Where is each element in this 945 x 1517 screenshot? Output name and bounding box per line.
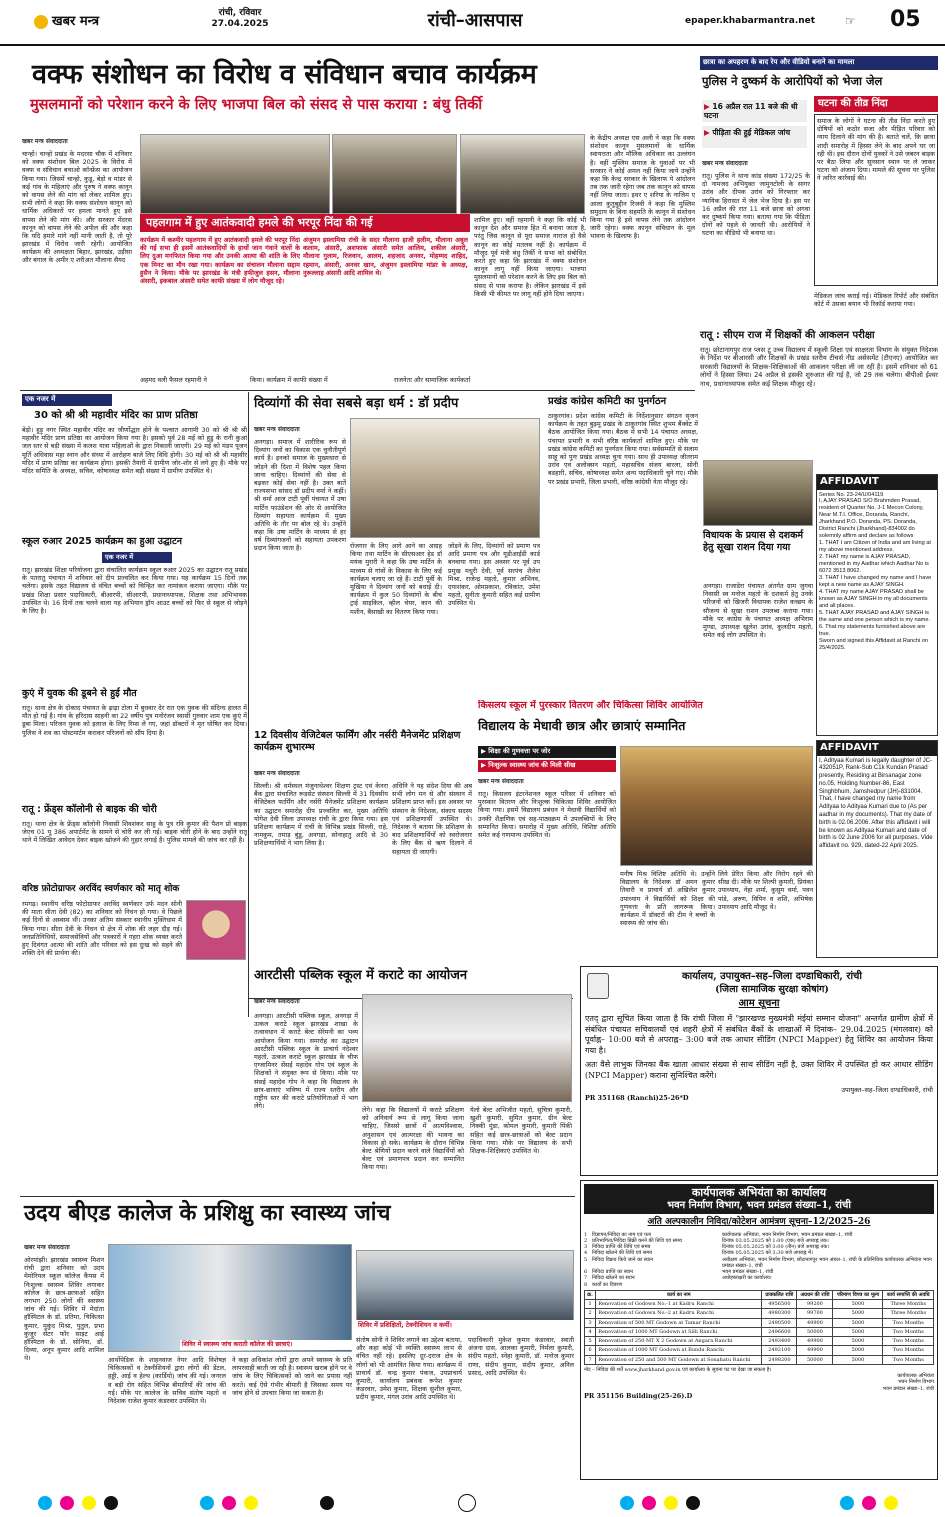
- dateline: रांची, रविवार 27.04.2025: [211, 8, 269, 30]
- masthead: [0, 0, 945, 46]
- divider: [20, 390, 695, 391]
- right-bullet-2: ▶ पीड़िता की हुई मेडिकल जांच: [702, 126, 807, 148]
- kislay-tag-1: ▶ शिक्षा की गुणवत्ता पर जोर: [478, 746, 616, 758]
- tender-info-value: अधोहस्ताक्षरी का कार्यालय।: [722, 1275, 772, 1282]
- tender-info-label: निविदा विक्रय किये जाने का स्थान: [592, 1256, 653, 1263]
- kislay-tag-2: ▶ निःशुल्क स्वास्थ्य जांच की मिली सीख: [478, 760, 616, 772]
- table-cell: Three Months: [883, 1300, 934, 1309]
- table-cell: Renovation of Godown No.-2 at Kadru Ranchi: [596, 1309, 762, 1318]
- table-cell: 49900: [797, 1318, 833, 1327]
- tender-table: [584, 1290, 934, 1365]
- tender-header-cell: कार्य समाप्ति की अवधि: [883, 1290, 934, 1299]
- notice-body: एतद् द्वारा सूचित किया जाता है कि रांची जिला में "झारखण्ड मुख्यमंत्री मंईयां सम्मान योजना" अन्तर्गत ग्रामीण क्षेत्रों में संबंधित पंचायत सचिवालयों एवं शहरी क्षेत्रों में संबंधित बैंकों के शाखाओं में दिनांक– 29.04.2025 (मंगलवार) को पूर्वाह्न– 10:00 बजे से अपराह्न– 3:00 बजे तक आधार सीडिंग (NPCI Mapper) हेतु शिविर का आयोजन किया गया है।: [585, 1013, 933, 1056]
- table-cell: 5000: [833, 1337, 883, 1346]
- divyang-headline: दिव्यांगों की सेवा सबसे बड़ा धर्म : डॉ प्रदीप: [254, 396, 459, 411]
- bed-body: ओरमांझी। झारखंड स्वास्थ्य मिशन रांची द्वारा शनिवार को उदय मेमोरियल स्कूल कॉलेज कैंपस में निःशुल्क स्वास्थ्य शिविर लगाकर कॉलेज के छात्र-छात्राओं सहित लगभग 250 लोगों की स्वास्थ्य जांच की गई। शिविर में मेदांता हॉस्पिटल के डॉ. प्रतिमा, चिकित्सा कुमार, मुकुंद मिश्रा, पुतुल, प्रभा कुजूर सेंटर फॉर साइट आई हॉस्पिटल के डॉ. सोनिया, डॉ. दिव्या, अनूप कुमार आदि शामिल थे।: [24, 1256, 104, 1363]
- bed-body-2: आर्थोपेडिक के शाहनवाज नेयर आदि विशेषज्ञ चिकित्सकों व टेक्नीशियनों द्वारा लोगों की डेंटल, हड्डी, आई व हेल्थ (कार्डियो) जांच की गई। जनरल व बड़ी रोग सहित विभिन्न बीमारियों की जांच की गई। मौके पर कालेज के सचिव संतोष महतो व निदेशक राजेश कुमार कंडरवार उपस्थित थे।: [108, 1356, 226, 1405]
- kislay-photo: [620, 746, 813, 866]
- lead-caption-left: अहमद वली फैसल रहमानी ने: [140, 376, 207, 384]
- table-cell: 50000: [797, 1327, 833, 1336]
- bed-headline: उदय बीएड कालेज के प्रशिक्षु का स्वास्थ्य जांच: [24, 1201, 391, 1226]
- registration-mark-icon: [222, 1496, 236, 1510]
- notice-body-2: अतः वैसे लाभुक जिनका बैंक खाता आधार संख्या से साथ सीडिंग नहीं है, उक्त शिविर में उपस्थित हो कर आधार सीडिंग (NPCI Mapper) कराना सुनिश्चित करेंगे।: [585, 1060, 933, 1080]
- tender-header-cell: प्राक्कलित राशि: [762, 1290, 797, 1299]
- public-notice: [580, 966, 938, 1176]
- notice-sign: उपायुक्त–सह–जिला दण्डाधिकारी, रांची: [841, 1085, 933, 1094]
- table-row: [585, 1300, 934, 1309]
- table-row: [585, 1337, 934, 1346]
- table-row: [585, 1318, 934, 1327]
- lead-body-1: चान्हो। चान्हो प्रखंड के मदरसा चौक में शनिवार को वक्फ संशोधन बिल 2025 के विरोध में वक्फ व संविधान बचाओ कॉन्फ्रेंस का आयोजन किया गया। जिसमें चान्हो, कुडू, बेड़ो व मांडर से कई गांव के महिलाएं और पुरुष ने वक्फ कानून को वापस लेने की मांग को लेकर शामिल हुए। सभी लोगों ने कहा कि वक्फ संशोधन कानून को धार्मिक अधिकारों पर हमला मानते हुए इसे वापस लेने की मांग की। और सरकार मेंदरस कानून को वापस लेने की अपील की और कहा कि यदि हमारे मांगे नहीं मानी जाती है, तो पूरे झारखंड में विरोध जारी रहेगी। आयोजित कार्यक्रम की अध्यक्षता बिहार, झारखंड, उड़ीसा और बंगाल के अमीर ए शरीअत मौलाना सैयद: [22, 150, 132, 265]
- affidavit-1: [816, 474, 938, 736]
- tender-info-label: निविदा प्राप्ति की तिथि एवं समय: [592, 1244, 651, 1250]
- shok-headline: वरिष्ठ फ़ोटोग्राफर अरविंद स्वर्णकार को मातृ शोक: [22, 884, 180, 894]
- table-cell: 5000: [833, 1355, 883, 1364]
- table-cell: 5000: [833, 1318, 883, 1327]
- table-cell: Two Months: [883, 1337, 934, 1346]
- karate-photo: [362, 994, 572, 1102]
- tender-info-no: 3: [584, 1244, 588, 1250]
- tender-office: कार्यपालक अभियंता का कार्यालय भवन निर्माण विभाग, भवन प्रमंडल संख्या–1, रांची: [584, 1184, 934, 1214]
- tender-header-cell: अग्रधन की राशि: [797, 1290, 833, 1299]
- notice-dept: (जिला सामाजिक सुरक्षा कोषांग): [715, 983, 829, 995]
- registration-mark-icon: [862, 1496, 876, 1510]
- table-cell: Renovation of 1000 MT Godown at Silli Ranchi: [596, 1327, 762, 1336]
- bed-body-4: संतोष सोनी ने शिविर लगाने का उद्देश्य बताया, और कहा कोई भी व्यक्ति स्वास्थ्य लाभ से वंचित नहीं रहे। इसलिए दूर-दराज क्षेत्र के लोगों को भी आमंत्रित किया गया। कार्यक्रम में प्राचार्य डॉ. चन्द्र कुमार पंकज, उपप्राचार्य कुमारी, कार्यालय प्रबंधक रूपेश कुमार कंडरवार, उमेश कुमार, शिक्षक सुशील कुमार, प्रदीप कुमार, मंगल उरांव आदि उपस्थित थे।: [356, 1336, 462, 1402]
- vidhayak-headline: विधायक के प्रयास से दशकर्म हेतु सूखा राशन दिया गया: [703, 530, 804, 553]
- tender-header-cell: कार्य का नाम: [596, 1290, 762, 1299]
- table-cell: 5000: [833, 1309, 883, 1318]
- tender-info-label: निविदा खोलने की तिथि एवं समय: [592, 1250, 653, 1257]
- table-cell: 49900: [797, 1346, 833, 1355]
- tender-info-value: कार्यपालक अभियंता, भवन निर्माण विभाग, भवन प्रमंडल संख्या–1, रांची: [722, 1231, 853, 1238]
- lead-photo-2: [332, 134, 457, 214]
- tender-info-value: अधीक्षण अभियंता, भवन निर्माण विभाग, छोटानागपुर भवन अंचल–1, रांची के प्रतिनिधिक कार्यपालक अभियंता भवन प्रमंडल संख्या–1, रांची: [722, 1256, 932, 1269]
- site-url[interactable]: epaper.khabarmantra.net: [685, 16, 816, 26]
- bed-photo-2: [356, 1250, 574, 1330]
- kislay-body: रातू। किसलय इंटरनेशनल स्कूल परिसर में शनिवार को पुरस्कार वितरण और निःशुल्क चिकित्सा शिविर आयोजित किया गया। इसमें विद्यालय प्रबंधन ने मेधावी विद्यार्थियों को उनकी शैक्षणिक एवं सह-पाठ्यक्रम में उपलब्धियों के लिए सम्मानित किया। समारोह में मुख्य अतिथि, विशिष्ट अतिथि समेत कई गणमान्य उपस्थित थे।: [478, 790, 616, 839]
- registration-mark-icon: [200, 1496, 214, 1510]
- tender-info-no: 1: [584, 1231, 588, 1238]
- crosshair-icon: [458, 1494, 476, 1512]
- mahavir-headline: 30 को श्री श्री महावीर मंदिर का प्राण प्रतिष्ठा: [34, 410, 198, 421]
- table-cell: 1: [585, 1300, 596, 1309]
- shok-body: रमगढ़। स्थानीय वरिष्ठ फोटोग्राफर अरविंद स्वर्णकार उर्फ मदन सोनी की माता सीता देवी (82) का शनिवार को निधन हो गया। वे पिछले कई दिनों से अस्वस्थ थीं। उनका अंतिम संस्कार स्थानीय मुक्तिधाम में किया गया। सीता देवी के निधन से क्षेत्र में शोक की लहर दौड़ गई। जनप्रतिनिधियों, समाजसेवियों और पत्रकारों ने गहरा शोक व्यक्त करते हुए दिवंगत आत्मा की शांति और परिवार को इस दुःख को सहने की शक्ति देने की प्रार्थना की।: [22, 900, 182, 958]
- notice-office: कार्यालय, उपायुक्त–सह–जिला दण्डाधिकारी, रांची: [681, 971, 863, 982]
- table-cell: 4956500: [762, 1300, 797, 1309]
- table-row: [585, 1346, 934, 1355]
- table-row: [585, 1355, 934, 1364]
- tender-info-no: 4: [584, 1250, 588, 1257]
- tender-info-row: [584, 1282, 934, 1288]
- mahavir-tag: एक नजर में: [22, 394, 112, 406]
- notice-emblem-icon: [587, 973, 609, 999]
- table-cell: 7: [585, 1355, 596, 1364]
- vegetable-body-2: अधिनि ने यह संदेश दिया की अब सभी लोग मन से और संस्थान में प्रशिक्षण प्राप्त करें। इस अवसर पर संस्थान के निदेशक, संकाय सदस्य एवं प्रशिक्षणार्थी उपस्थित थे। निदेशक ने बताया कि प्रशिक्षण के बाद प्रशिक्षणार्थियों को स्वरोजगार के लिए बैंक से ऋण दिलाने में सहायता दी जाएगी।: [392, 782, 472, 856]
- table-cell: 50000: [797, 1355, 833, 1364]
- karate-body: अनगड़ा। आरटीसी पब्लिक स्कूल, अनगड़ा में उत्कल कराटे स्कूल झारखंड शाखा के तत्वावधान में कराटे बेल्ट सेरेमनी का भव्य आयोजन किया गया। समारोह का उद्घाटन आरटीसी पब्लिक स्कूल के प्राचार्य नंदेश्वर महतो, उत्कल कराटे स्कूल झारखंड के चीफ एग्जामिनर सेंसई महादेव गोप एवं स्कूल के शिक्षकों ने संयुक्त रूप से किया। मौके पर संसई महादेव गोप ने कहा कि विद्यालय के छात्र-छात्राएं भविष्य में राज्य स्तरीय और राष्ट्रीय स्तर की कराटे प्रतियोगिताओं में भाग लेंगे।: [254, 1012, 358, 1111]
- aklan-headline: रातू : सीएम राज में शिक्षकों की आकलन परीक्षा: [700, 330, 875, 341]
- ruar-body: रातू। झारखंड शिक्षा परियोजना द्वारा संचालित कार्यक्रम स्कूल रुआर 2025 का उद्घाटन रातू प्रखंड के पतरातु पंचायत में शनिवार को दीप प्रज्वलित कर किया गया। यह कार्यक्रम 15 दिनों तक चलेगा। इसके तहत विद्यालय से वंचित बच्चों को चिन्हित कर नामांकन कराया जाएगा। मौके पर प्रखंड शिक्षा प्रसार पदाधिकारी, बीआरपी, सीआरपी, प्रधानाध्यापक, शिक्षक तथा अभिभावक उपस्थित थे। 16 दिनों तक चलने वाला यह अभियान ड्रॉप आउट बच्चों को फिर से स्कूल से जोड़ने के लिए है।: [22, 566, 247, 615]
- tender-note: नोट – निविदा की शर्तें www.jharkhand.gov.in एवं कार्यालय के सूचना पट पर देखा जा सकता है।: [584, 1366, 772, 1373]
- table-cell: Two Months: [883, 1318, 934, 1327]
- karate-body-2: लेंगे। कहा कि विद्यालयों में कराटे प्रशिक्षण को अनिवार्य रूप से लागू किया जाना चाहिए, जिससे छात्रों में आत्मविश्वास, अनुशासन एवं आत्मरक्षा की भावना का विकास हो सके। कार्यक्रम के दौरान विभिन्न बेल्ट श्रेणियों प्रदान करने वाले विद्यार्थियों को बेल्ट एवं प्रमाणपत्र प्रदान कर सम्मानित किया गया।: [362, 1106, 464, 1172]
- table-cell: Two Months: [883, 1346, 934, 1355]
- tender-sign: कार्यपालक अभियंता भवन निर्माण विभाग भवन प्रमंडल संख्या–1, रांची: [882, 1373, 934, 1392]
- ruar-tag: एक नजर में: [102, 552, 172, 563]
- kuan-headline: कुएं में युवक की डूबने से हुई मौत: [22, 688, 137, 699]
- table-cell: Three Months: [883, 1309, 934, 1318]
- divyang-body: अनगड़ा। समाज में शारीरिक रूप से दिव्यांग जनों का विकास एक चुनौतीपूर्ण कार्य है। इनको समाज के मुख्यधारा से जोड़ने की दिशा में विशेष पहल किया जाना चाहिए। दिव्यांगों की सेवा से बढ़कर कोई सेवा नहीं है। उक्त बातें राज्यसभा सांसद डॉ प्रदीप वर्मा ने कहीं। श्री वर्मा आज टाटी पूर्वी पंचायत में उषा मार्टिन फाउंडेशन की ओर से आयोजित दिव्यांग सहायता कार्यक्रम में मुख्य अतिथि के तौर पर बोल रहे थे। उन्होंने कहा कि उषा मार्टिन के माध्यम से हर वर्ष दिव्यांगजनों को सहायता उपकरण प्रदान किया जाता है।: [254, 438, 346, 553]
- tender-info: [584, 1232, 934, 1288]
- bed-caption: शिविर में स्वास्थ्य जांच कराती कॉलेज की छात्राएं।: [180, 1340, 352, 1350]
- table-cell: 4: [585, 1327, 596, 1336]
- table-cell: Two Months: [883, 1327, 934, 1336]
- tender-header-cell: क्र.: [585, 1290, 596, 1299]
- affidavit-1-body: Series No. 23-24/U/04119 I, AJAY PRASAD S/O Brahmdeo Prasad, resident of Quarter No. J-1 Mecon Colony, Near M.T.I. Office, Doranda, Ranchi, Jharkhand P.O. Doranda, PS. Doranda, District Ranchi (Jharkhand)-834002 do solemnly affirm and declare as follows 1. THAT I am Citizen of India and am living at my above mentioned address. 2. THAT my name is AJAY PRASAD, mentioned in my Aadhar which Aadhar No is 6072 3513 8062. 3. THAT I have changed my name and I have kept a new name as AJAY SINGH. 4. THAT my name AJAY PRASAD shall be known as AJAY SINGH in my all documents and all places. 5. THAT AJAY PRASAD and AJAY SINGH is the same and one person which is my name. 6. That my statements furnished above are true. Sworn and signed this Affidavit at Ranchi on 25/4/2025.: [819, 491, 932, 652]
- vegetable-headline: 12 दिवसीय वेजिटेबल फार्मिंग और नर्सरी मैनेजमेंट प्रशिक्षण कार्यक्रम शुभारम्भ: [254, 730, 461, 753]
- mahavir-body: बेड़ो। हुड़ु नगर स्थित महावीर मंदिर का जीर्णोद्धार होने के पश्चात आगामी 30 को श्री श्री श्री महावीर मंदिर प्राण प्रतिष्ठा का आयोजन किया गया है। इसको पूर्व 28 मई को हुडु के रानी कुआं जल स्तर से बड़ी संख्या में कलश यात्रा महिलाओं के द्वारा निकाली जाएगी। 29 मई को मंडप पूजन मूर्ति अधिवास महा स्नान और संध्या में आरोहण बाजे लिए विधि होगी। 30 मई को श्री श्री महावीर मंदिर में प्राण प्रतिष्ठा का कार्यक्रम होगा। इसकी तैयारी में ग्रामीण जोर-शोर से लगे हुए हैं। मौके पर मंदिर समिति के अध्यक्ष, सचिव, कोषाध्यक्ष समेत बड़ी संख्या में ग्रामीण उपस्थित थे।: [22, 426, 247, 475]
- table-cell: 5000: [833, 1327, 883, 1336]
- tender-header-row: [585, 1290, 934, 1299]
- table-cell: 2496600: [762, 1327, 797, 1336]
- tender-info-value: भवन प्रमंडल संख्या–1, रांची: [722, 1269, 774, 1275]
- tender-info-label: कार्यों का विवरण: [592, 1281, 623, 1288]
- tender-info-value: दिनांक 05.05.2025 को 3:30 बजे अपराह्न में।: [722, 1250, 813, 1257]
- bed-photo-1: [108, 1244, 352, 1352]
- table-cell: 6: [585, 1346, 596, 1355]
- affidavit-1-title: AFFIDAVIT: [817, 475, 937, 490]
- registration-mark-icon: [244, 1496, 258, 1510]
- table-cell: 2492100: [762, 1346, 797, 1355]
- divyang-photo: [350, 418, 540, 538]
- table-cell: Renovation of 250 and 500 MT Godown at Sonahatu Ranchi: [596, 1355, 762, 1364]
- bed-body-3: ने कहा अधिकांश लोगों द्वारा अपने स्वास्थ्य के प्रति लापरवाही बरती जा रही है। स्वास्थ्य खराब होने पर वे जांच के लिए चिकित्सकों को जाने का प्रयास नहीं करते। कई ऐसे गंभीर बीमारी है जिसका समय पर जांच होने से उपचार किया जा सकता है।: [232, 1356, 352, 1397]
- table-cell: Renovation of 250 MT X 2 Godown at Angara Ranchi: [596, 1337, 762, 1346]
- table-cell: 99200: [797, 1300, 833, 1309]
- table-cell: 2498200: [762, 1355, 797, 1364]
- notice-pr: PR 351168 (Ranchi)25-26*D: [585, 1093, 689, 1102]
- bed-byline: खबर मन्त्र संवाददाता: [24, 1244, 70, 1251]
- table-cell: 5: [585, 1337, 596, 1346]
- pahalgam-body-2: अंजुमन इस्लामिया रांची के सदर मौलाना हाजी हलीम, मौलाना अबुल कलाम, अंसारी, अशफाक अंसारी समेत आलिम, शकील अंसारी, मौलाना गुलाम, रिजवान, आलम, शहजाद अनवर, मोहम्मद शाहिद, रहमान, अंसारी, अनवर खान, अंजुमन इस्लामिया मांडर के अध्यक्ष, नुरूल्लाह अंसारी आदि शामिल थे।: [303, 236, 468, 277]
- registration-mark-icon: [664, 1496, 678, 1510]
- right-bullet-1: ▶ 16 अप्रैल रात 11 बजे की थी घटना: [702, 100, 807, 122]
- table-cell: 2: [585, 1309, 596, 1318]
- notice-title: आम सूचना: [738, 998, 780, 1010]
- bullet-icon: ▶: [704, 102, 713, 111]
- bed-caption-2: शिविर में प्रशिक्षितों, टेक्नीशियन व कर्मी।: [356, 1320, 574, 1330]
- ruar-headline: स्कूल रुआर 2025 कार्यक्रम का हुआ उद्घाटन: [22, 536, 183, 547]
- divyang-byline: खबर मन्त्र संवाददाता: [254, 426, 300, 433]
- right-box-title: घटना की तीव्र निंदा: [814, 96, 938, 112]
- bed-body-5: पदाधिकारी मुकेश कुमार कंडरवार, स्वाती अंजना दास, आलका कुमारी, निर्मला कुमारी, संदीप महतो, स्नेहा कुमारी, डॉ. मनोज कुमार राणा, संदीप कुमार, संदीप कुमार, अनिल प्रसाद, आदि उपस्थित थे।: [468, 1336, 574, 1377]
- lead-caption-right: राजनेता और सामाजिक कार्यकर्ता: [394, 376, 471, 384]
- lead-subhead: मुसलमानों को परेशान करने के लिए भाजपा बिल को संसद से पास कराया : बंधु तिर्की: [30, 97, 483, 113]
- table-cell: Renovation of 500 MT Godown at Tamar Ranchi: [596, 1318, 762, 1327]
- kuan-body: रातू। थाना क्षेत्र के दोकाद पंचायत के ढ़ाढ़ा टोला में बुधवार देर रात एक युवक की संदिग्ध हालत में मौत हो गई है। गांव के हरिदास साहनी का 22 वर्षीय पुत्र मनोरंजन स्वासी गुरुवार शाम एक कुएं में डूबा मिला। परिजन युवक को इलाज के लिए रिम्स ले गए, जहां डॉक्टरों ने मृत घोषित कर दिया। पुलिस ने शव का पोस्टमार्टम कराकर परिजनों को सौंप दिया है।: [22, 704, 247, 737]
- page-number: 05: [890, 7, 921, 32]
- right-kicker: छात्रा का अपहरण के बाद रेप और वीडियो बनाने का मामला: [700, 56, 938, 70]
- right-box-body: समाज के लोगों ने घटना की तीव्र निंदा करते हुए दोषियों को कठोर सजा और पीड़ित परिवार को न्याय दिलाने की मांग की है। बताते चलें, कि छात्रा शादी समारोह में हिस्सा लेने के बाद अपने घर जा रही थी। इस दौरान दोनों युवकों ने उसे जबरन बाइक पर बैठा लिया और सुनसान स्थान पर ले जाकर घटना को अंजाम दिया। मामले की सूचना पर पुलिस ने त्वरित कार्रवाई की।: [814, 114, 938, 286]
- registration-mark-icon: [38, 1496, 52, 1510]
- vidhayak-body: अनगड़ा। राजाडेरा पंचायत अंतर्गत ग्राम जुगवा निवासी स्व मनोज महतो के दशकर्म हेतु उनके परिजनों को खिजरी विधायक राजेश कच्छप के सौजन्य से सूखा राशन उपलब्ध कराया गया। मौके पर कांग्रेस के पंचायत अध्यक्ष अभिराम मुण्डा, उपाध्यक्ष खुलेश उरांव, कुलदीप महतो, समेत कई लोग उपस्थित थे।: [703, 582, 813, 640]
- tender-info-value: [722, 1282, 934, 1288]
- congress-headline: प्रखंड कांग्रेस कमिटी का पुनर्गठन: [548, 396, 667, 407]
- vegetable-body: सिल्ली। श्री धर्मस्थल मंजुनाथेश्वर शिक्षण ट्रस्ट एवं केनरा बैंक द्वारा संचालित रूडसेट संस्थान सिल्ली में 31 दिवसीय वेजिटेबल फार्मिंग और नर्सरी मैनेजमेंट प्रशिक्षण कार्यक्रम का उद्घाटन समारोह दीप प्रज्वलित कर, मुख्य अतिथि योगेश देवी जिला उपाध्यक्ष रांची के द्वारा किया गया। इस प्रशिक्षण कार्यक्रम में रांची के विभिन्न प्रखंड सिल्ली, राहे, नामकुम, तमाड़ बुंडू, अनगड़ा, सोनाहातु आदि से 30 प्रशिक्षणार्थियों ने भाग लिया है।: [254, 782, 388, 848]
- lead-body-3: शामिल हुए। वहीं रहमानी ने कहा कि कोई भी कानून देश और समाज हित में बनाया जाता है, परंतु जिस कानून से पूरा समाज नाराज हो वैसे कानून का कोई मतलब नहीं है। कार्यक्रम में मौजूद पूर्व मंत्री बंधु तिर्की ने सभा को संबोधित करते हुए कहा कि झारखंड में वक्फ संशोधन कानून लागू नहीं किया जाएगा। भाजपा मुसलमानों को परेशान करने के लिए इस बिल को संसद से पास कराया है। लेकिन झारखंड में इसे किसी भी कीमत पर लागू नहीं होने दिया जाएगा।: [474, 216, 586, 298]
- bullet-icon: ▶: [481, 761, 489, 769]
- table-cell: Renovation of 1000 MT Godown at Bundu Ranchi: [596, 1346, 762, 1355]
- karate-byline: खबर मन्त्र संवाददाता: [254, 998, 300, 1005]
- tender-pr: PR 351156 Building(25-26).D: [584, 1391, 693, 1400]
- table-cell: 2493400: [762, 1337, 797, 1346]
- table-row: [585, 1309, 934, 1318]
- kislay-body-3: लिये प्रेरित किया और निरोग रहने की सीख दी। मौके पर शिल्पी कुमारी, प्रियंका उपाध्याय, नेहा शर्मा, कुसुम वर्मा, पवन पांडे, अरुण, विपिन व शशि, अभिषेक उपाध्याय आदि मौजूद थे।: [718, 870, 813, 911]
- bullet-icon: ▶: [481, 747, 489, 755]
- right-body-2: मेडिकल जांच कराई गई। मेडिकल रिपोर्ट और संबंधित कोर्ट में उसका बयान भी रिकॉर्ड कराया गया।: [814, 292, 938, 309]
- bike-body: रातू। थाना क्षेत्र के फ्रेंड्स कॉलोनी निवासी शिवशंकर साहु के पुत्र रवि कुमार की पैशन प्रो बाइक जेएच 01 यू 386 अपार्टमेंट के सामने से चोरी कर ली गई। बाइक चोरी होने के बाद उन्होंने रातू थाने में लिखित आवेदन देकर बाइक खोजने की गुहार लगाई है। पुलिस मामले की जांच कर रही है।: [22, 820, 247, 845]
- registration-mark-icon: [82, 1496, 96, 1510]
- tender-info-no: 5: [584, 1256, 588, 1263]
- lead-headline: वक्फ संशोधन का विरोध व संविधान बचाव कार्यक्रम: [32, 59, 537, 90]
- lead-photo-1: [140, 134, 330, 214]
- kislay-subhead: विद्यालय के मेधावी छात्र और छात्राएं सम्मानित: [478, 718, 686, 733]
- divyang-body-3: जोड़ने के लिए, दिव्यांगों को प्रमाण पत्र आदि प्रमाण पत्र और यूडीआईडी कार्ड बनवाया गया। इस अवसर पर पूर्व उप प्रमुख मधुरी देवी, पूर्व सरपंच शैलेश मिश्रा, राजेन्द्र महतो, कुमार अभिनव, दयाशंकर, ओमप्रकाश, रविकांत, उमेश महतो, सुनीता कुमारी सहित कई ग्रामीण उपस्थित थे।: [448, 542, 540, 608]
- hand-icon: ☞: [845, 14, 856, 28]
- registration-mark-icon: [60, 1496, 74, 1510]
- lead-photo-3: [460, 134, 585, 214]
- divyang-body-2: रोजगार के लिए आगे आने का आग्रह किया तथा मार्टिन के सीएसआर हेड डॉ मयंक मुरारी ने कहा कि उषा मार्टिन के माध्यम से गांवों के विकास के लिए कई कार्यक्रम चलाए जा रहे हैं। टाटी पूर्वी के मुखिया ने दिव्यांग जनों को बधाई दी। कार्यक्रम में कुल 50 दिव्यांगों के बीच ट्राई साइकिल, व्हील चेयर, कान की मशीन, बैसाखी का वितरण किया गया।: [350, 542, 442, 616]
- table-cell: 49900: [797, 1337, 833, 1346]
- table-cell: 5000: [833, 1300, 883, 1309]
- tender-info-no: 8: [584, 1281, 588, 1288]
- table-cell: 3: [585, 1318, 596, 1327]
- shok-portrait: [186, 900, 246, 960]
- tender-notice: [580, 1180, 938, 1480]
- kislay-byline: खबर मन्त्र संवाददाता: [478, 778, 524, 785]
- table-cell: Renovation of Godown No.-1 at Kadru Ranchi: [596, 1300, 762, 1309]
- tender-info-label: प्रतिभागिता/निविदा बिक्री करने की तिथि एवं समय: [592, 1237, 682, 1244]
- table-cell: 99700: [797, 1309, 833, 1318]
- table-cell: Two Months: [883, 1355, 934, 1364]
- tender-info-label: विज्ञापन/निविदा का नाम एवं पता: [592, 1231, 652, 1238]
- aklan-body: रातू। छोटानागपुर राज प्लस टू उच्च विद्यालय में स्कूली शिक्षा एवं साक्षरता विभाग के संयुक्त निदेशक के निर्देश पर बीआरसी और शिक्षकों के प्रखंड स्तरीय टीचर्स नीड असेसमेंट (टीएनए) आयोजित कर सरकारी विद्यालयों के शिक्षक-शिक्षिकाओं की आकलन परीक्षा ली जा रही है। इसमें शनिवार को 61 लोगों ने हिस्सा लिया। 24 अप्रैल से इसकी शुरुआत की गई है, जो 29 तक चलेगा। बीपीओ ईश्वर नाथ, प्रधानाध्यापक समेत कई शिक्षक मौजूद रहे।: [700, 346, 938, 388]
- tender-title: अति अल्पकालीन निविदा/कोटेशन आमंत्रण सूचना–12/2025–26: [647, 1217, 871, 1228]
- affidavit-2: [816, 740, 938, 958]
- tender-info-no: 7: [584, 1275, 588, 1282]
- pahalgam-body-1: कार्यक्रम में कश्मीर पहलगाम में हुए आतंकवादी हमले की भरपूर निंदा की गई सभा ही इसमें आतंकवादियों के हाथों जान गंवाने वालों के लिए दुआ मगफिरत किया गया और उनकी आत्मा की शांति के लिए एक मिनट का मौन रखा गया। कार्यक्रम का संचालन मौलाना सद्दाम हुसैन ने किया। मौके पर झारखंड के मंत्री हफीजुल हसन, मौलाना अंसारी, इकबाल अंसारी समेत काफी संख्या में लोग मौजूद रहे।: [140, 236, 300, 285]
- registration-mark-icon: [104, 1496, 118, 1510]
- karate-headline: आरटीसी पब्लिक स्कूल में कराटे का आयोजन: [254, 968, 468, 983]
- table-cell: 4980300: [762, 1309, 797, 1318]
- right-byline: खबर मन्त्र संवाददाता: [702, 160, 748, 167]
- tender-info-no: 6: [584, 1269, 588, 1275]
- tender-info-row: [584, 1257, 934, 1270]
- table-cell: 2490500: [762, 1318, 797, 1327]
- tender-info-label: निविदा प्राप्ति का स्थान: [592, 1269, 633, 1275]
- tender-info-no: 2: [584, 1237, 588, 1244]
- table-row: [585, 1327, 934, 1336]
- registration-mark-icon: [840, 1496, 854, 1510]
- affidavit-2-body: I, Adityaa Kumari is legally daughter of JC-432051P, Rank-Sub C1k Kundan Prasad presently, Residing at Birsanagar zone no.05, Holding Number-86, East Singhbhum, Jamshedpur (JH)-831004. That, I have changed my name from Adityaa to Adityaa Kumari due to (As per aadhar in my documents). That my date of birth is 02.06.2006. After this affidavit i will be known as Adityaa Kumari and date of birth is 02 June 2006 for all purposes. Vide affidavit no. 929, dated-22 April 2025.: [819, 757, 933, 850]
- lead-byline: खबर मन्त्र संवाददाता: [22, 138, 68, 145]
- bike-headline: रातू : फ्रेंड्स कॉलोनी से बाइक की चोरी: [22, 804, 157, 815]
- kislay-body-2: मनीष मिश्र विशिष्ट अतिथि थे। उन्होंने विद्यालय के निदेशक डॉ अमन कुमार तिवारी व प्राचार्य डॉ अखिलेश कुमार उपाध्याय ने विद्यार्थियों को शिक्षा की गुणवत्ता के प्रति जागरूक किया। कार्यक्रम में डॉक्टरों की टीम ने बच्चों के स्वास्थ्य की जांच की।: [620, 870, 715, 928]
- registration-mark-icon: [686, 1496, 700, 1510]
- vegetable-byline: खबर मन्त्र संवाददाता: [254, 770, 300, 777]
- tender-header-cell: परिमाण विपत्र का मूल्य: [833, 1290, 883, 1299]
- divider: [248, 392, 249, 1017]
- bullet-icon: ▶: [704, 128, 713, 137]
- divider: [20, 1196, 575, 1197]
- tender-info-label: निविदा खोलने का स्थान: [592, 1275, 635, 1282]
- pahalgam-headline: पहलगाम में हुए आतंकवादी हमले की भरपूर निंदा की गई: [140, 214, 470, 232]
- registration-mark-icon: [320, 1496, 334, 1510]
- right-body: रातू। पुलिस ने थाना कांड संख्या 172/25 के दो नामजद अभियुक्त जामुनटोली के सागर उरांव और दीपक उरांव को गिरफ्तार कर न्यायिक हिरासत में जेल भेज दिया है। इस पर 16 अप्रैल की रात 11 बजे छात्रा को अगवा कर दुष्कर्म किया गया। बताया गया कि पीड़िता दोनों को पहले से जानती थी। आरोपियों ने घटना का वीडियो भी बनाया था।: [702, 172, 810, 238]
- karate-body-3: येलो बेल्ट अभिजीत महतो, सुचित्रा कुमारी, खुशी कुमारी, सुमित कुमार, ग्रीन बेल्ट निक्की मुंडा, कोमल कुमारी, कुमारी पिंकी सहित कई छात्र-छात्राओं को बेल्ट प्रदान किया गया। मौके पर विद्यालय के सभी शिक्षक-शिक्षिकाएं उपस्थित थे।: [470, 1106, 572, 1155]
- registration-mark-icon: [620, 1496, 634, 1510]
- kislay-headline: किसलय स्कूल में पुरस्कार वितरण और चिकित्सा शिविर आयोजित: [478, 700, 703, 711]
- registration-mark-icon: [642, 1496, 656, 1510]
- registration-mark-icon: [884, 1496, 898, 1510]
- affidavit-2-title: AFFIDAVIT: [817, 741, 937, 756]
- lead-caption-mid: किया। कार्यक्रम में काफी संख्या में: [250, 376, 328, 384]
- logo[interactable]: खबर मन्त्र: [34, 12, 134, 32]
- vidhayak-photo: [703, 460, 813, 526]
- section-title: रांची–आसपास: [427, 10, 523, 31]
- lead-body-2: के केंद्रीय अध्यक्ष एस अली ने कहा कि वक्फ संशोधन कानून मुसलमानों के धार्मिक स्वायत्तता और मौलिक अधिकार का उल्लंघन है। वहीं मुस्लिम समाज के युवाओं पर भी सरकार ने कोई अमल नहीं किया जाये उन्होंने कहा कि केन्द्र सरकार के खिलाफ ये आंदोलन तब तक जारी रहेगा जब तक कानून को वापस नहीं लिया जाता। इधर ए शरिया के नाजिम ए आला कुतुबुद्दीन रिजवी ने कहा कि मुस्लिम समुदाय के बिना सहमति के कानून में संशोधन किया गया है इसे वापस लेने तक आंदोलन जारी रहेगा। वक्फ कानून संविधान के मूल भावना के खिलाफ है।: [590, 134, 695, 241]
- tender-info-value: दिनांक 03.05.2025 को 1:00 (एक) बजे अपराह्न तक।: [722, 1237, 829, 1244]
- tender-info-value: दिनांक 05.05.2025 को 3:00 (तीन) बजे अपराह्न तक।: [722, 1244, 830, 1250]
- congress-body: ठाकुरगांव। प्रदेश कांग्रेस कमिटी के निर्देशानुसार संगठन सृजन कार्यक्रम के तहत बुढ़मू प्रखंड के ठाकुरगांव स्थित शुभम बैंक्वेट में बैठक आयोजित किया गया। बैठक में सभी 14 पंचायत अध्यक्ष, पंचायत प्रभारी व सभी वरिष्ठ कार्यकर्ता शामिल हुए। मौके पर प्रखंड कांग्रेस कमिटी का पुनर्गठन किया गया। सर्वसम्मति से सलाम साहू को पुनः प्रखंड अध्यक्ष चुना गया। साथ ही उपाध्यक्ष जीतराम उरांव एवं अलोक्सन महतो, महासचिव संजय बारला, सोनी बडहारी, सचिव, कोषाध्यक्ष समेत अन्य पदाधिकारी चुने गए। मौके पर प्रखंड प्रभारी, जिला प्रभारी, वरिष्ठ कांग्रेसी नेता मौजूद रहे।: [548, 412, 698, 486]
- right-headline: पुलिस ने दुष्कर्म के आरोपियों को भेजा जेल: [702, 74, 883, 88]
- table-cell: 5000: [833, 1346, 883, 1355]
- logo-icon: [34, 15, 48, 29]
